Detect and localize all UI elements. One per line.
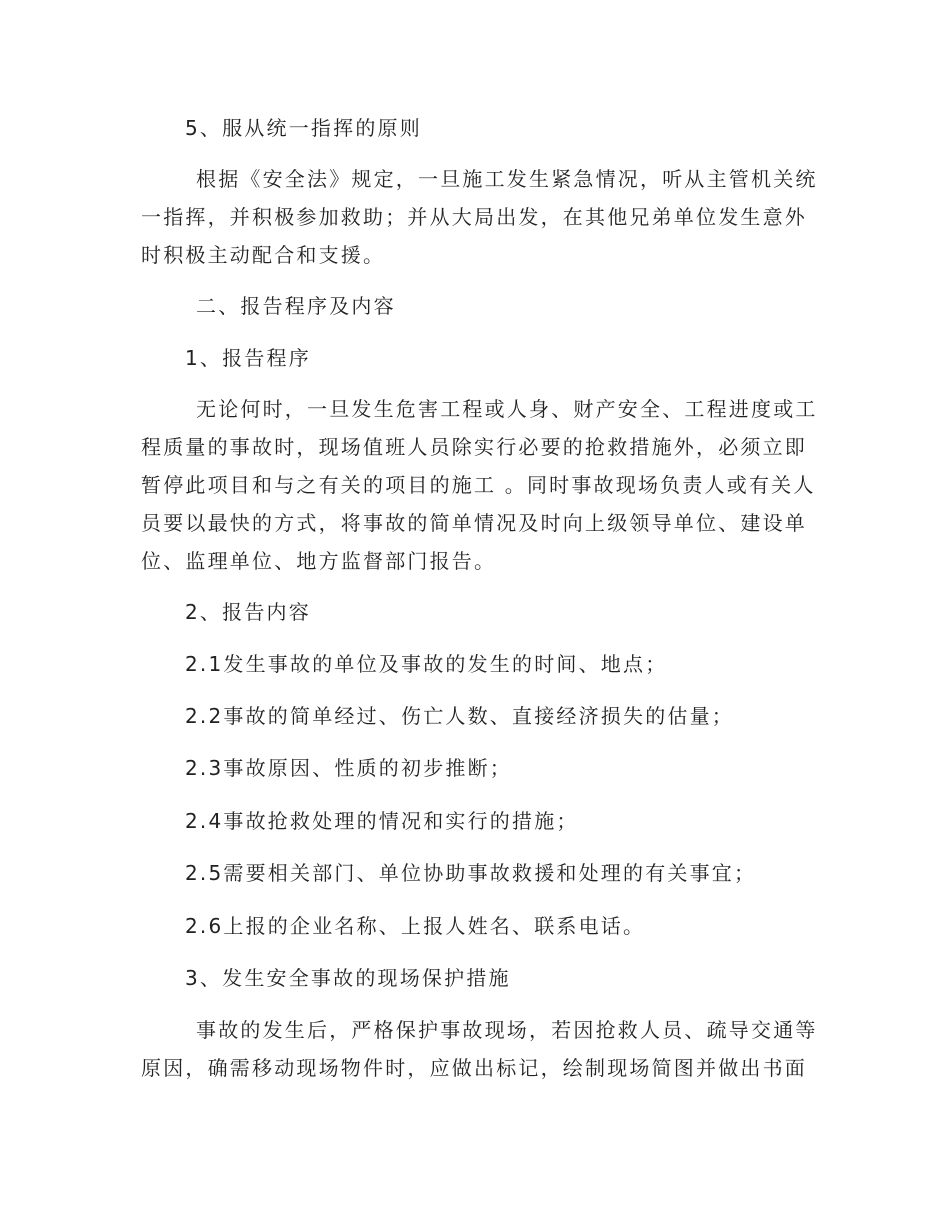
subheading-report-content: 2、报告内容 bbox=[185, 600, 311, 624]
paragraph-line: 无论何时，一旦发生危害工程或人身、财产安全、工程进度或工 bbox=[196, 397, 818, 421]
list-item: 2.2事故的简单经过、伤亡人数、直接经济损失的估量； bbox=[185, 704, 735, 728]
subheading-site-protection: 3、发生安全事故的现场保护措施 bbox=[185, 966, 511, 990]
subheading-report-procedure: 1、报告程序 bbox=[185, 346, 311, 370]
paragraph-line: 根据《安全法》规定，一旦施工发生紧急情况，听从主管机关统 bbox=[196, 167, 818, 191]
paragraph-line: 程质量的事故时，现场值班人员除实行必要的抢救措施外，必须立即 bbox=[141, 435, 807, 459]
paragraph-line: 位、监理单位、地方监督部门报告。 bbox=[141, 549, 497, 573]
paragraph-line: 暂停此项目和与之有关的项目的施工 。同时事故现场负责人或有关人 bbox=[141, 473, 816, 497]
paragraph-line: 时积极主动配合和支援。 bbox=[141, 243, 386, 267]
list-item: 2.1发生事故的单位及事故的发生的时间、地点； bbox=[185, 652, 668, 676]
list-item: 2.3事故原因、性质的初步推断； bbox=[185, 756, 513, 780]
paragraph-line: 事故的发生后，严格保护事故现场，若因抢救人员、疏导交通等 bbox=[196, 1018, 818, 1042]
paragraph-line: 原因，确需移动现场物件时，应做出标记，绘制现场简图并做出书面 bbox=[141, 1056, 807, 1080]
section-heading-report: 二、报告程序及内容 bbox=[196, 294, 396, 318]
list-item: 2.6上报的企业名称、上报人姓名、联系电话。 bbox=[185, 914, 646, 938]
list-item: 2.5需要相关部门、单位协助事故救援和处理的有关事宜； bbox=[185, 861, 757, 885]
paragraph-line: 一指挥，并积极参加救助；并从大局出发，在其他兄弟单位发生意外 bbox=[141, 205, 807, 229]
paragraph-line: 员要以最快的方式，将事故的简单情况及时向上级领导单位、建设单 bbox=[141, 511, 807, 535]
heading-unified-command: 5、服从统一指挥的原则 bbox=[185, 116, 422, 140]
list-item: 2.4事故抢救处理的情况和实行的措施； bbox=[185, 809, 579, 833]
